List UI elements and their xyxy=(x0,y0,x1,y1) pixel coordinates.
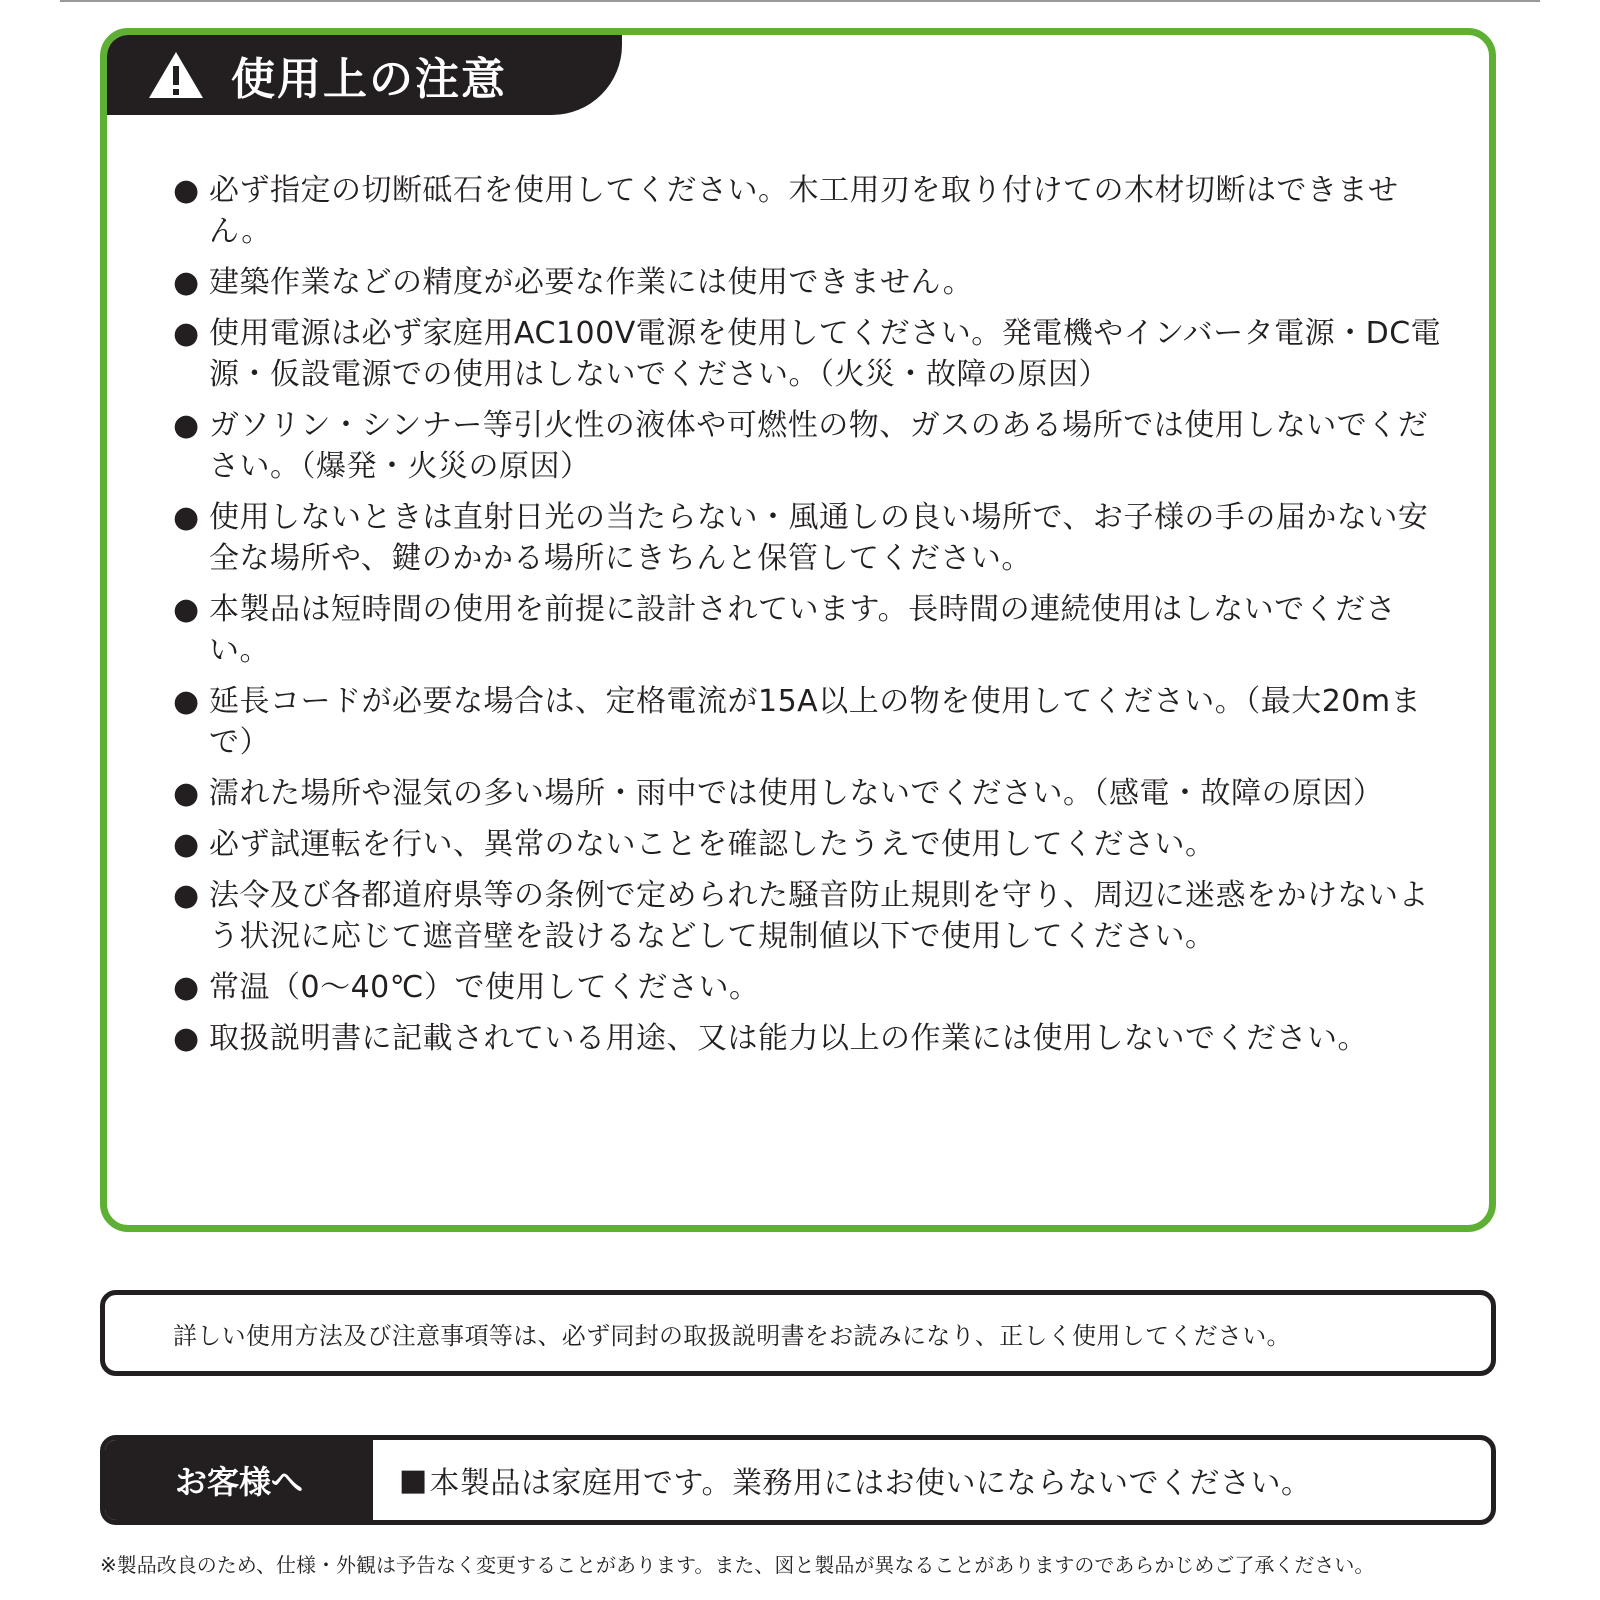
caution-list xyxy=(173,170,1443,1069)
caution-item xyxy=(173,967,1443,1008)
bullet-icon: ● xyxy=(173,1021,200,1056)
caution-item xyxy=(173,681,1443,763)
caution-item xyxy=(173,589,1443,671)
caution-item xyxy=(173,405,1443,487)
bullet-icon: ● xyxy=(173,316,200,351)
bullet-icon: ● xyxy=(173,408,200,443)
caution-item-text: ガソリン・シンナー等引火性の液体や可燃性の物、ガスのある場所では使用しないでください。（爆発・火災の原因） xyxy=(209,408,1429,484)
caution-item-text: 本製品は短時間の使用を前提に設計されています。長時間の連続使用はしないでください。 xyxy=(209,592,1397,668)
caution-item-text: 延長コードが必要な場合は、定格電流が15A以上の物を使用してください。（最大20mまで） xyxy=(209,684,1422,760)
customer-message: 本製品は家庭用です。業務用にはお使いにならないでください。 xyxy=(429,1466,1312,1501)
bullet-icon: ● xyxy=(173,265,200,300)
caution-item xyxy=(173,1018,1443,1059)
caution-item-text: 必ず試運転を行い、異常のないことを確認したうえで使用してください。 xyxy=(209,827,1216,862)
caution-item-text: 常温（0〜40℃）で使用してください。 xyxy=(209,970,760,1005)
customer-label-panel xyxy=(105,1440,373,1520)
caution-item xyxy=(173,773,1443,814)
caution-item-text: 必ず指定の切断砥石を使用してください。木工用刃を取り付けての木材切断はできません。 xyxy=(209,173,1399,249)
caution-item xyxy=(173,170,1443,252)
footnote: ※製品改良のため、仕様・外観は予告なく変更することがあります。また、図と製品が異なることがありますのであらかじめご了承ください。 xyxy=(100,1553,1375,1577)
bullet-icon: ● xyxy=(173,684,200,719)
caution-panel xyxy=(100,28,1496,1232)
caution-title: 使用上の注意 xyxy=(231,54,507,105)
manual-notice-text: 詳しい使用方法及び注意事項等は、必ず同封の取扱説明書をお読みになり、正しく使用してください。 xyxy=(173,1321,1291,1350)
bullet-icon: ● xyxy=(173,878,200,913)
caution-item xyxy=(173,824,1443,865)
bullet-icon: ● xyxy=(173,500,200,535)
caution-item xyxy=(173,313,1443,395)
caution-item xyxy=(173,875,1443,957)
bullet-icon: ● xyxy=(173,592,200,627)
top-divider xyxy=(60,0,1540,2)
caution-item-text: 取扱説明書に記載されている用途、又は能力以上の作業には使用しないでください。 xyxy=(209,1021,1368,1056)
manual-notice-box xyxy=(100,1290,1496,1376)
bullet-icon: ● xyxy=(173,970,200,1005)
caution-item-text: 濡れた場所や湿気の多い場所・雨中では使用しないでください。（感電・故障の原因） xyxy=(209,776,1384,811)
bullet-icon: ● xyxy=(173,776,200,811)
caution-item-text: 建築作業などの精度が必要な作業には使用できません。 xyxy=(209,265,974,300)
customer-message-panel xyxy=(373,1440,1491,1520)
caution-item xyxy=(173,497,1443,579)
caution-item xyxy=(173,262,1443,303)
customer-label: お客様へ xyxy=(174,1463,303,1501)
customer-notice-box xyxy=(100,1435,1496,1525)
caution-item-text: 法令及び各都道府県等の条例で定められた騒音防止規則を守り、周辺に迷惑をかけないよう状況に応じて遮音壁を設けるなどして規制値以下で使用してください。 xyxy=(209,878,1429,954)
square-bullet-icon: ■ xyxy=(399,1462,428,1498)
bullet-icon: ● xyxy=(173,827,200,862)
bullet-icon: ● xyxy=(173,173,200,208)
warning-icon xyxy=(147,50,205,100)
caution-item-text: 使用電源は必ず家庭用AC100V電源を使用してください。発電機やインバータ電源・DC電源・仮設電源での使用はしないでください。（火災・故障の原因） xyxy=(209,316,1442,392)
caution-header xyxy=(107,35,622,115)
caution-item-text: 使用しないときは直射日光の当たらない・風通しの良い場所で、お子様の手の届かない安全な場所や、鍵のかかる場所にきちんと保管してください。 xyxy=(209,500,1429,576)
